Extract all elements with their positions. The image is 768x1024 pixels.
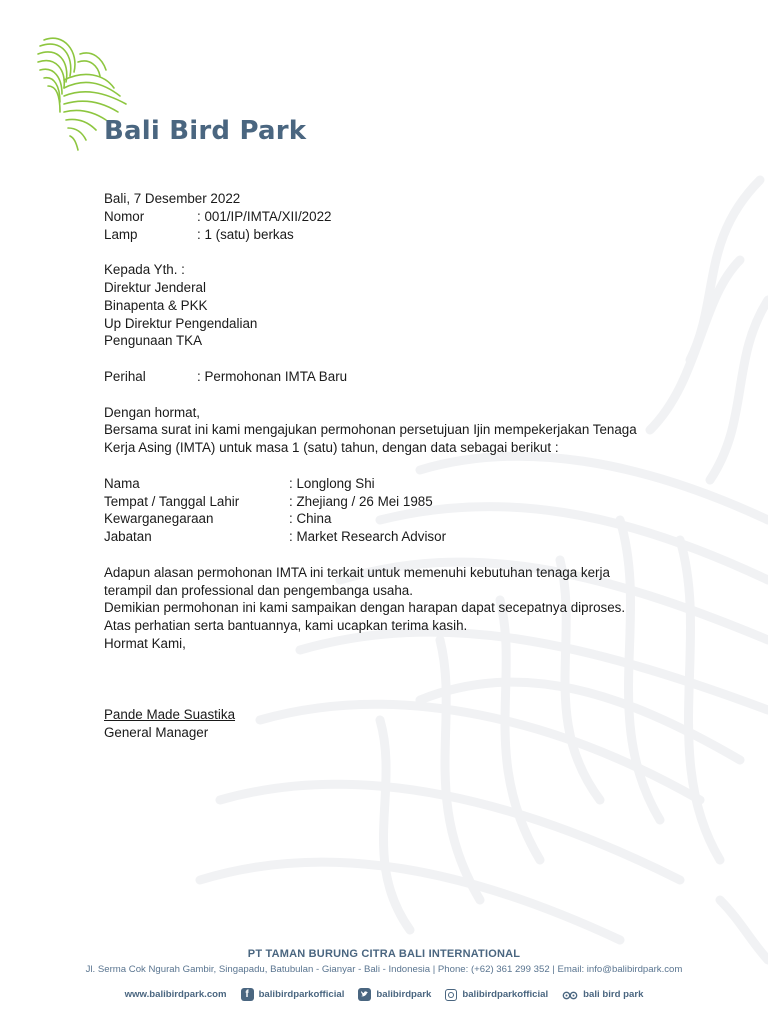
detail-value: : Longlong Shi — [289, 475, 375, 491]
detail-value: : Market Research Advisor — [289, 529, 447, 545]
detail-value: : Zhejiang / 26 Mei 1985 — [289, 493, 433, 509]
tripadvisor-icon — [562, 990, 578, 1000]
instagram-text: balibirdparkofficial — [462, 989, 549, 1000]
detail-row — [104, 493, 704, 511]
detail-label: Kewarganegaraan — [104, 511, 214, 527]
detail-label: Nama — [104, 475, 140, 491]
recipient-line: Direktur Jenderal — [104, 279, 206, 295]
company-logo — [34, 32, 314, 157]
facebook-icon: f — [241, 988, 254, 1001]
recipient-line: Binapenta & PKK — [104, 297, 208, 313]
nomor-row — [104, 208, 704, 226]
perihal-row — [104, 368, 704, 386]
letterhead-footer — [0, 948, 768, 1001]
intro-line: Kerja Asing (IMTA) untuk masa 1 (satu) tahun, dengan data sebagai berikut : — [104, 440, 559, 456]
body-line: terampil dan professional dan pengembanga usaha. — [104, 582, 413, 598]
detail-label: Jabatan — [104, 529, 152, 545]
letter-body — [104, 190, 704, 741]
nomor-label: Nomor — [104, 208, 145, 224]
detail-row — [104, 475, 704, 493]
footer-tripadvisor[interactable] — [562, 989, 643, 1000]
closing: Hormat Kami, — [104, 635, 186, 651]
body-line: Atas perhatian serta bantuannya, kami ucapkan terima kasih. — [104, 618, 468, 634]
greeting: Dengan hormat, — [104, 404, 201, 420]
signer-title: General Manager — [104, 724, 209, 740]
lamp-row — [104, 226, 704, 244]
footer-twitter[interactable] — [358, 988, 431, 1001]
perihal-value: : Permohonan IMTA Baru — [197, 368, 348, 384]
website-text: www.balibirdpark.com — [124, 989, 227, 1000]
footer-website[interactable] — [125, 989, 227, 1000]
twitter-icon — [358, 988, 371, 1001]
perihal-label: Perihal — [104, 368, 146, 384]
body-line: Demikian permohonan ini kami sampaikan dengan harapan dapat secepatnya diproses. — [104, 600, 626, 616]
recipient-line: Pengunaan TKA — [104, 333, 203, 349]
recipient-line: Kepada Yth. : — [104, 262, 185, 278]
lamp-value: : 1 (satu) berkas — [197, 226, 294, 242]
footer-address: Jl. Serma Cok Ngurah Gambir, Singapadu, Batubulan - Gianyar - Bali - Indonesia | Phone: (+62) 361 299 352 | Email: info@balibirdpark.com — [85, 964, 683, 975]
body-line: Adapun alasan permohonan IMTA ini terkait untuk memenuhi kebutuhan tenaga kerja — [104, 564, 610, 580]
tripadvisor-text: bali bird park — [583, 989, 644, 1000]
footer-facebook[interactable] — [241, 988, 345, 1001]
intro-line: Bersama surat ini kami mengajukan permohonan persetujuan Ijin mempekerjakan Tenaga — [104, 422, 637, 438]
letter-date: Bali, 7 Desember 2022 — [104, 191, 241, 206]
facebook-text: balibirdparkofficial — [258, 989, 345, 1000]
lamp-label: Lamp — [104, 226, 138, 242]
signer-name: Pande Made Suastika — [104, 706, 236, 722]
footer-social — [0, 988, 768, 1001]
brand-name: Bali Bird Park — [104, 116, 307, 146]
instagram-icon — [445, 989, 457, 1001]
detail-label: Tempat / Tanggal Lahir — [104, 493, 240, 509]
twitter-text: balibirdpark — [376, 989, 432, 1000]
footer-instagram[interactable] — [445, 989, 548, 1001]
detail-value: : China — [289, 511, 332, 527]
footer-company: PT TAMAN BURUNG CITRA BALI INTERNATIONAL — [247, 948, 521, 960]
detail-row — [104, 510, 704, 528]
detail-row — [104, 528, 704, 546]
nomor-value: : 001/IP/IMTA/XII/2022 — [197, 208, 332, 224]
recipient-line: Up Direktur Pengendalian — [104, 315, 258, 331]
